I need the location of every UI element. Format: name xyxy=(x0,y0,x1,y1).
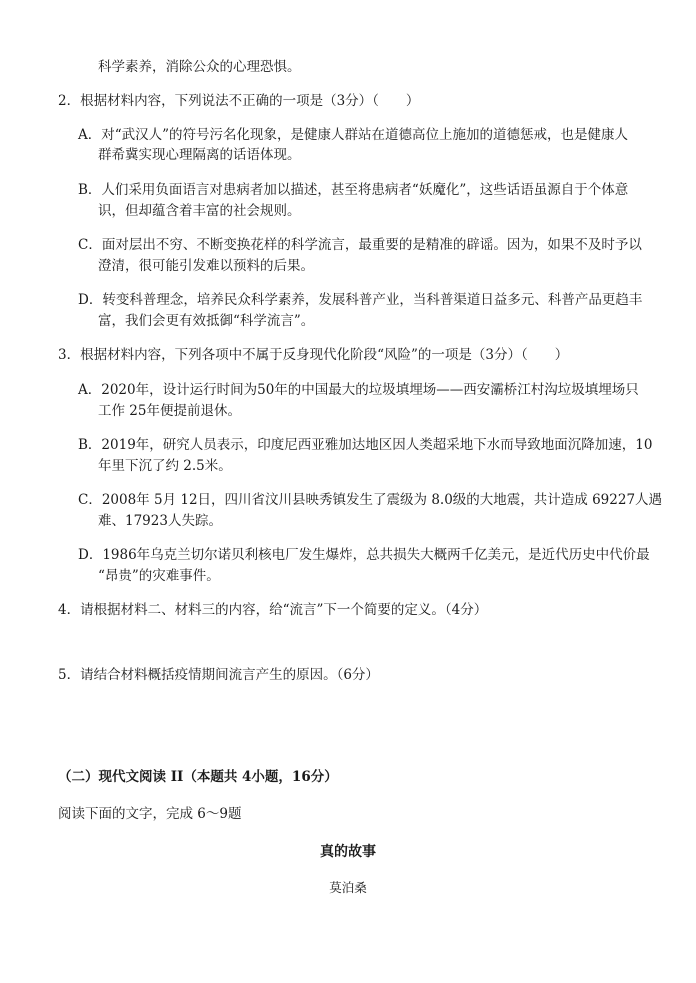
question-4: 4．请根据材料二、材料三的内容，给“流言”下一个简要的定义。（4分） xyxy=(58,602,488,618)
question-2-option-b-cont: 识，但却蕴含着丰富的社会规则。 xyxy=(98,203,301,219)
section-heading: （二）现代文阅读 II（本题共 4小题，16分） xyxy=(58,769,338,785)
question-3-option-a-cont: 工作 25年便提前退休。 xyxy=(98,403,241,419)
question-5: 5．请结合材料概括疫情期间流言产生的原因。（6分） xyxy=(58,667,379,683)
question-3-option-c: C．2008年 5月 12日，四川省汶川县映秀镇发生了震级为 8.0级的大地震，共计造成 69227人遇 xyxy=(78,492,663,508)
question-2-option-a: A．对“武汉人”的符号污名化现象，是健康人群站在道德高位上施加的道德惩戒，也是健康人 xyxy=(78,127,629,143)
question-2-option-d-cont: 富，我们会更有效抵御“科学流言”。 xyxy=(98,313,315,329)
question-3-option-d: D．1986年乌克兰切尔诺贝利核电厂发生爆炸，总共损失大概两千亿美元，是近代历史中代价最 xyxy=(78,547,650,563)
question-2-option-b: B．人们采用负面语言对患病者加以描述，甚至将患病者“妖魔化”，这些话语虽源自于个体意 xyxy=(78,182,629,198)
question-2-option-d: D．转变科普理念，培养民众科学素养，发展科普产业，当科普渠道日益多元、科普产品更趋丰 xyxy=(78,292,643,308)
story-author: 莫泊桑 xyxy=(329,880,367,895)
story-title: 真的故事 xyxy=(320,844,376,860)
question-3-option-b: B．2019年，研究人员表示，印度尼西亚雅加达地区因人类超采地下水而导致地面沉降加速，10 xyxy=(78,437,653,453)
question-3-option-a: A．2020年，设计运行时间为50年的中国最大的垃圾填埋场——西安灞桥江村沟垃圾填埋场只 xyxy=(78,382,639,398)
question-3-stem: 3．根据材料内容，下列各项中不属于反身现代化阶段“风险”的一项是（3分）（ ） xyxy=(58,347,569,363)
question-3-option-b-cont: 年里下沉了约 2.5米。 xyxy=(98,458,232,474)
question-2-stem: 2．根据材料内容，下列说法不正确的一项是（3分）（ ） xyxy=(58,93,420,109)
question-2-option-a-cont: 群希冀实现心理隔离的话语体现。 xyxy=(98,147,301,163)
question-3-option-d-cont: “昂贵”的灾难事件。 xyxy=(98,568,220,584)
question-2-option-c: C．面对层出不穷、不断变换花样的科学流言，最重要的是精准的辟谣。因为，如果不及时予以 xyxy=(78,237,642,253)
question-2-option-c-cont: 澄清，很可能引发难以预料的后果。 xyxy=(98,258,314,274)
reading-instruction: 阅读下面的文字，完成 6～9题 xyxy=(58,806,242,822)
paragraph-continuation: 科学素养，消除公众的心理恐惧。 xyxy=(98,59,301,75)
question-3-option-c-cont: 难、17923人失踪。 xyxy=(98,513,222,529)
